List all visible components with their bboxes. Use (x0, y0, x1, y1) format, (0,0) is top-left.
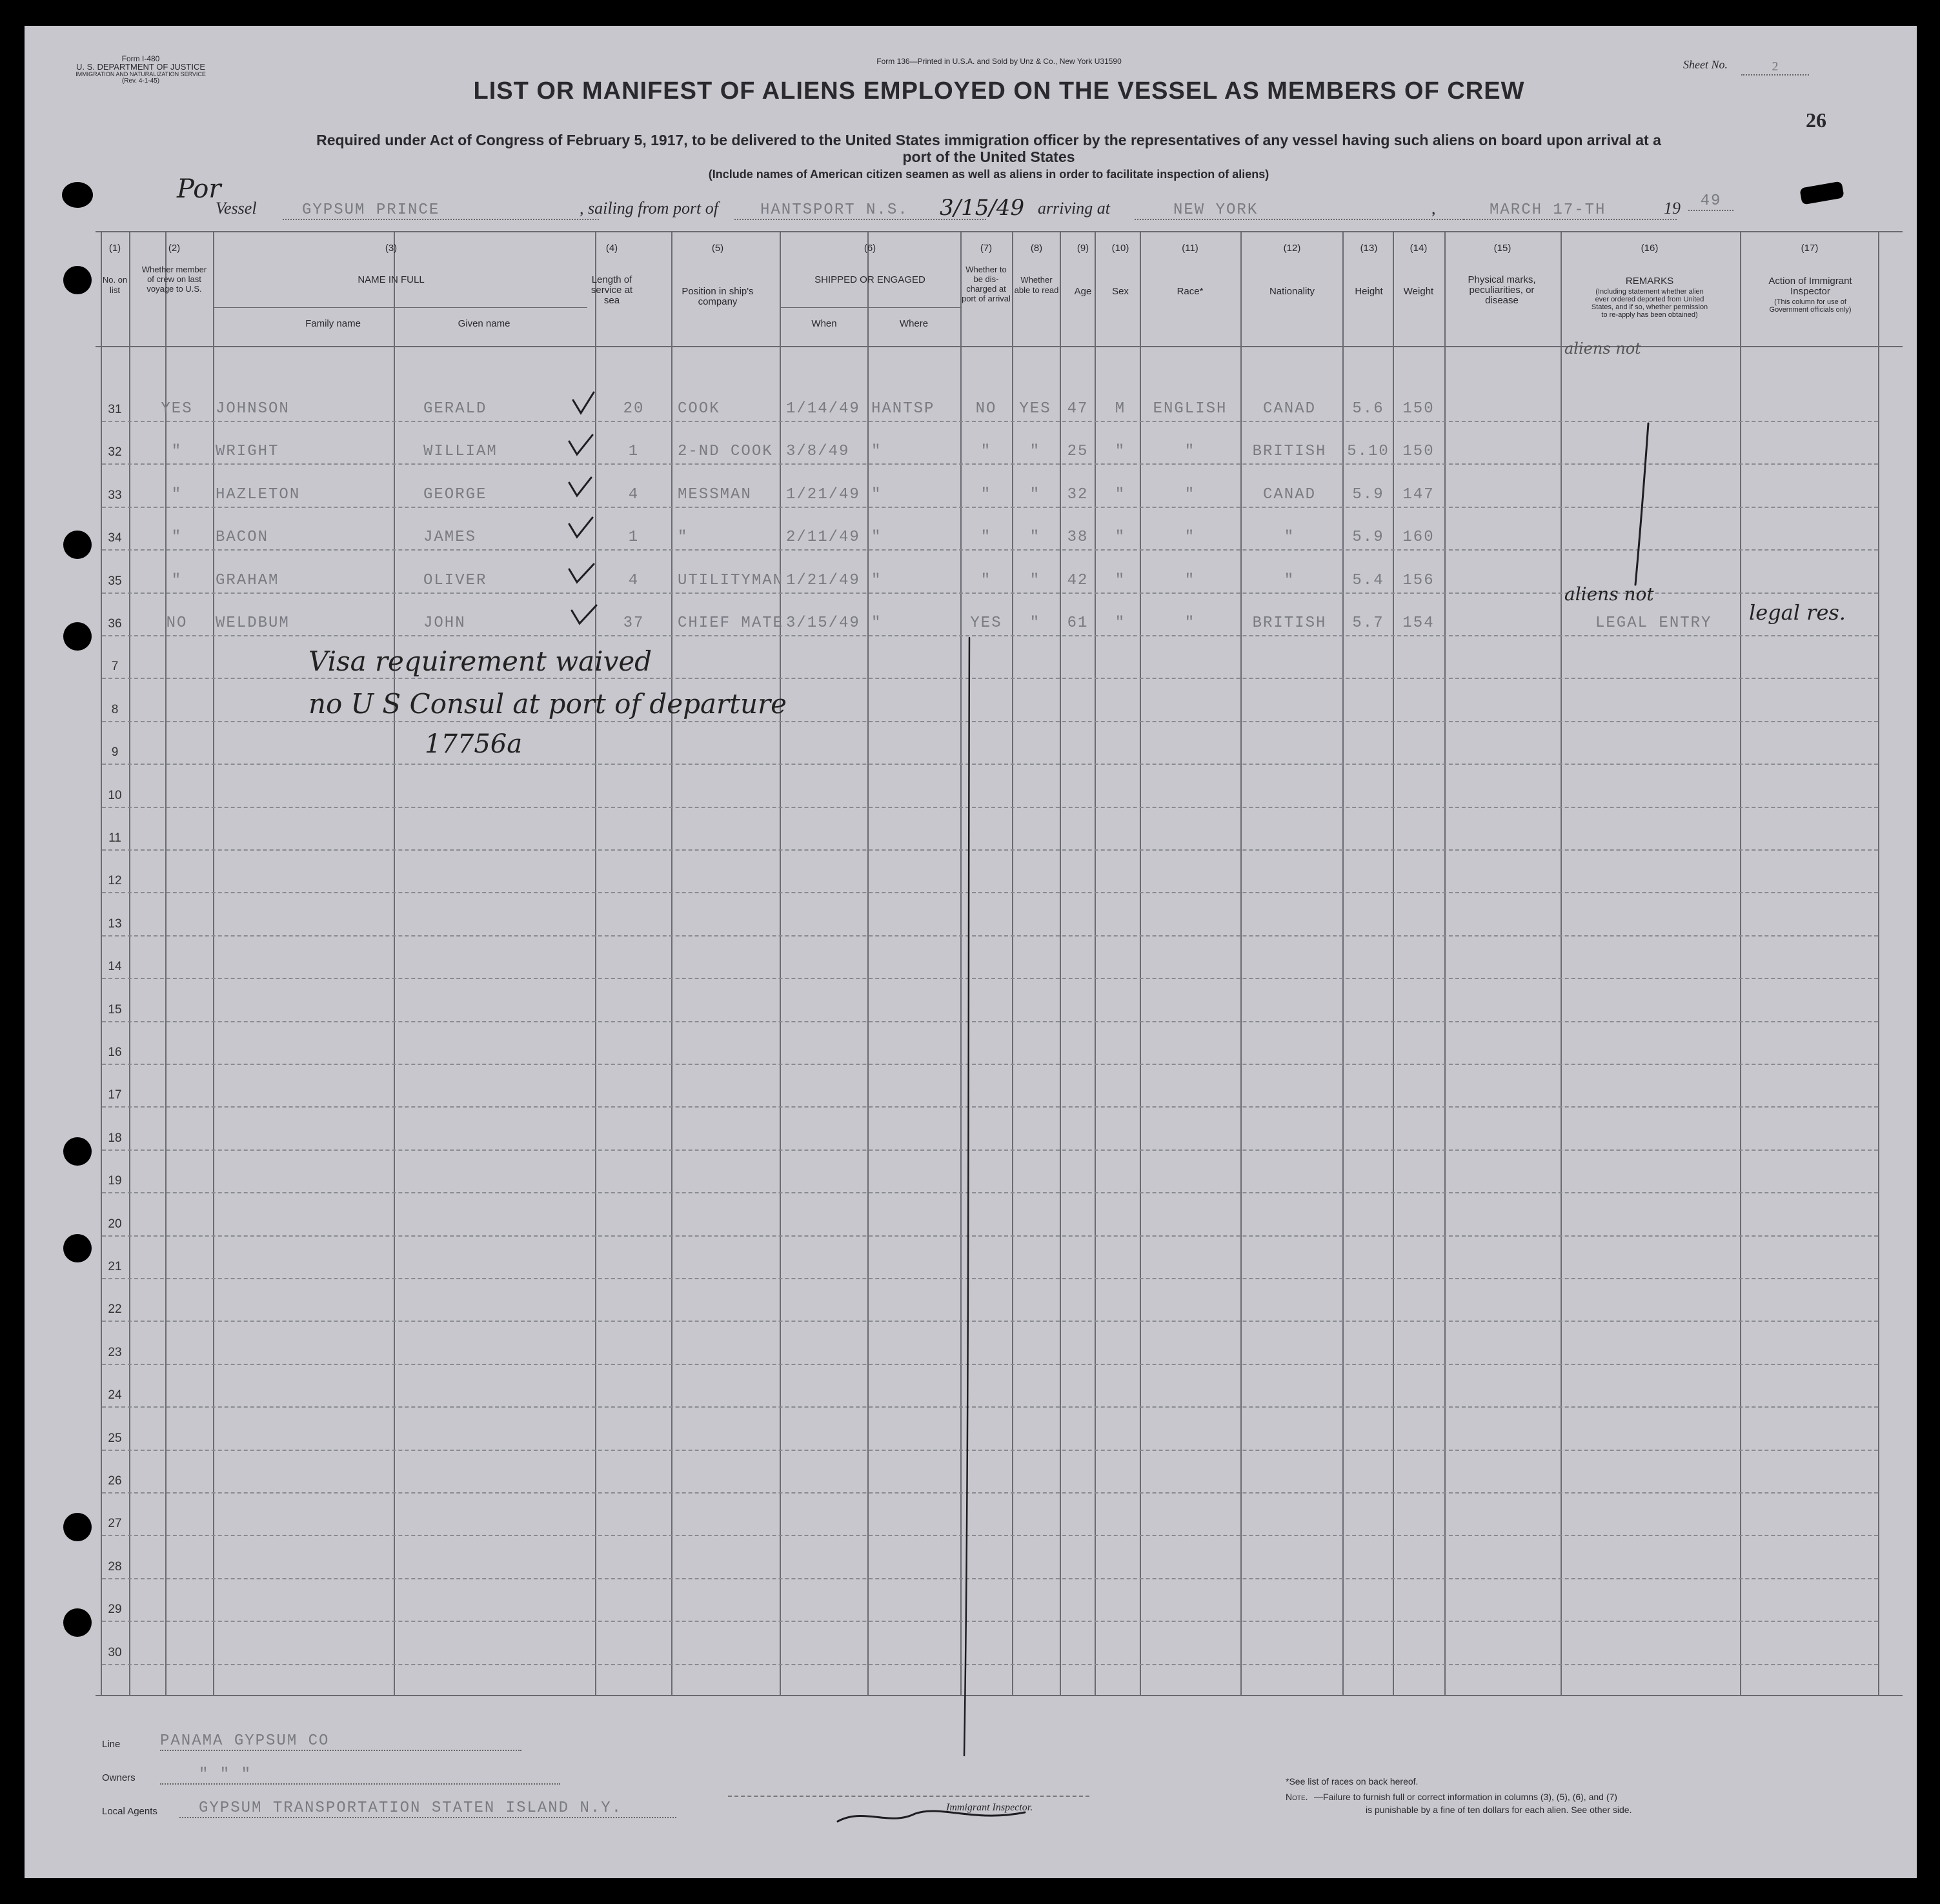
cell-weight: 154 (1402, 614, 1435, 632)
owners-label: Owners (102, 1772, 136, 1783)
row-number: 8 (111, 702, 119, 716)
cell-discharge: NO (975, 400, 997, 418)
cell-weight: 160 (1402, 529, 1435, 547)
row-number: 17 (108, 1088, 122, 1102)
cell-nationality: " (1284, 529, 1295, 547)
col-num-9: (9) (1076, 243, 1089, 254)
col-num-17: (17) (1801, 243, 1819, 254)
col-num-6: (6) (864, 243, 876, 254)
cell-discharge: " (980, 443, 992, 461)
cell-position: 2-ND COOK (678, 443, 773, 461)
handwritten-remark-row36: aliens not (1564, 583, 1654, 605)
sailing-port: HANTSPORT N.S. (734, 201, 986, 220)
row-number: 24 (108, 1388, 122, 1403)
remark-vertical-stroke (1635, 423, 1648, 585)
cell-discharge: YES (970, 614, 1002, 632)
cell-given: GERALD (423, 400, 487, 418)
col-head-no: No. on list (102, 275, 128, 295)
col-head-sex: Sex (1112, 286, 1129, 297)
cell-height: 5.7 (1352, 614, 1384, 632)
subtitle: Required under Act of Congress of February 5, 1917, to be delivered to the United States immigration officer by the representatives of any vessel having such aliens on board upon arrival at a (316, 132, 1661, 148)
sheet-label: Sheet No. (1683, 58, 1728, 71)
cell-position: CHIEF MATE (678, 614, 784, 632)
punch-hole (63, 266, 92, 294)
punch-hole (62, 182, 93, 208)
cell-sex: " (1115, 443, 1126, 461)
cell-discharge: " (980, 485, 992, 503)
row-number: 11 (108, 831, 121, 845)
cell-no: 34 (108, 531, 122, 545)
col-head-service: Length of service at sea (591, 274, 633, 306)
row-number: 22 (108, 1302, 122, 1317)
cell-when: 3/8/49 (786, 443, 850, 461)
row-number: 20 (108, 1217, 122, 1231)
cell-where: " (871, 485, 882, 503)
row-number: 13 (108, 917, 122, 931)
cell-race: " (1184, 443, 1196, 461)
col-head-where: Where (899, 318, 929, 329)
col-head-given: Given name (458, 318, 510, 329)
col-head-physical: Physical marks, peculiarities, or disease (1468, 274, 1536, 306)
cell-sex: " (1115, 485, 1126, 503)
check-mark-36 (572, 605, 596, 623)
cell-service: 1 (628, 443, 640, 461)
cell-age: 25 (1067, 443, 1089, 461)
cell-height: 5.6 (1352, 400, 1384, 418)
row-number: 27 (108, 1517, 122, 1531)
handwritten-file-number: 17756a (425, 729, 523, 759)
col-head-position: Position in ship's company (682, 286, 754, 307)
handwritten-note-visa: Visa requirement waived (308, 645, 652, 677)
cell-given: JOHN (423, 614, 466, 632)
col-num-16: (16) (1641, 243, 1659, 254)
cell-given: GEORGE (423, 485, 487, 503)
check-mark-32 (569, 435, 592, 454)
cell-service: 1 (628, 529, 640, 547)
punch-hole (63, 531, 92, 559)
cell-no: 35 (108, 574, 122, 588)
note-text: —Failure to furnish full or correct information in columns (3), (5), (6), and (7) (1314, 1792, 1617, 1802)
punch-hole (63, 1234, 92, 1262)
cell-crew: YES (161, 400, 193, 418)
col-num-5: (5) (711, 243, 724, 254)
handwritten-strokes (25, 26, 1917, 1878)
cell-when: 3/15/49 (786, 614, 860, 632)
cell-where: " (871, 443, 882, 461)
cell-age: 38 (1067, 529, 1089, 547)
inspector-signature-line (728, 1796, 1089, 1797)
cell-height: 5.10 (1347, 443, 1389, 461)
cell-where: HANTSP (871, 400, 935, 418)
cell-family: WELDBUM (216, 614, 290, 632)
row-number: 21 (108, 1260, 122, 1273)
cell-height: 5.9 (1352, 529, 1384, 547)
cell-where: " (871, 529, 882, 547)
cell-height: 5.9 (1352, 485, 1384, 503)
punch-hole (63, 1137, 92, 1166)
cell-service: 37 (623, 614, 645, 632)
cell-weight: 150 (1402, 400, 1435, 418)
handwritten-note-consul: no U S Consul at port of departure (308, 688, 787, 720)
cell-where: " (871, 571, 882, 589)
cell-read: " (1029, 485, 1041, 503)
check-mark-31 (573, 392, 594, 413)
col-num-15: (15) (1493, 243, 1511, 254)
col-num-4: (4) (605, 243, 618, 254)
cell-no: 32 (108, 445, 122, 460)
col-head-shipped: SHIPPED OR ENGAGED (814, 274, 925, 285)
cell-age: 42 (1067, 571, 1089, 589)
cell-no: 36 (108, 617, 122, 631)
col-head-read: Whether able to read (1014, 275, 1059, 295)
cell-sex: M (1115, 400, 1126, 418)
cell-when: 1/14/49 (786, 400, 860, 418)
page-title: LIST OR MANIFEST OF ALIENS EMPLOYED ON THE VESSEL AS MEMBERS OF CREW (473, 77, 1525, 105)
cell-nationality: " (1284, 571, 1295, 589)
cell-race: ENGLISH (1153, 400, 1228, 418)
por-annotation: Por (177, 174, 221, 204)
check-mark-35 (569, 564, 594, 582)
cell-race: " (1184, 485, 1196, 503)
row-number: 15 (108, 1002, 122, 1017)
row-number: 9 (111, 745, 119, 760)
arrival-year: 49 (1688, 192, 1733, 211)
arriving-port: NEW YORK (1135, 201, 1464, 220)
form-id: Form I-480 (121, 54, 160, 63)
cell-discharge: " (980, 529, 992, 547)
col-head-age: Age (1074, 286, 1092, 297)
line-label: Line (102, 1739, 121, 1750)
cell-position: MESSMAN (678, 485, 752, 503)
agents-value: GYPSUM TRANSPORTATION STATEN ISLAND N.Y. (179, 1799, 676, 1818)
sailing-label: , sailing from port of (580, 199, 719, 218)
manifest-sheet (25, 26, 1917, 1878)
sheet-number: 2 (1741, 59, 1809, 76)
cell-crew: NO (166, 614, 188, 632)
punch-hole (63, 622, 92, 651)
sailing-date: 3/15/49 (940, 195, 1025, 221)
cell-weight: 147 (1402, 485, 1435, 503)
subtitle-3: (Include names of American citizen seamen as well as aliens in order to facilitate inspection of aliens) (708, 168, 1269, 181)
col-num-13: (13) (1360, 243, 1378, 254)
col-num-1: (1) (108, 243, 121, 254)
col-head-family: Family name (305, 318, 361, 329)
col-num-14: (14) (1410, 243, 1428, 254)
note-text-2: is punishable by a fine of ten dollars for each alien. See other side. (1366, 1805, 1632, 1815)
cell-nationality: CANAD (1262, 400, 1317, 418)
row-number: 14 (108, 960, 122, 974)
comma: , (1431, 199, 1436, 218)
cell-nationality: BRITISH (1252, 614, 1327, 632)
row-number: 23 (108, 1345, 122, 1359)
year-prefix: 19 (1664, 199, 1681, 218)
col-head-discharge: Whether to be dis-charged at port of arrival (962, 265, 1011, 303)
cell-age: 32 (1067, 485, 1089, 503)
row-number: 12 (108, 874, 122, 888)
races-note: *See list of races on back hereof. (1286, 1776, 1419, 1787)
col-num-12: (12) (1283, 243, 1301, 254)
cell-sex: " (1115, 571, 1126, 589)
cell-family: JOHNSON (216, 400, 290, 418)
row-number: 25 (108, 1431, 122, 1445)
cell-weight: 156 (1402, 571, 1435, 589)
col-head-race: Race* (1177, 286, 1204, 297)
row-number: 29 (108, 1603, 122, 1617)
col-head-when: When (811, 318, 837, 329)
service: IMMIGRATION AND NATURALIZATION SERVICE (76, 71, 206, 77)
handwritten-remark-top: aliens not (1564, 339, 1641, 358)
handwritten-action-row36: legal res. (1749, 600, 1846, 625)
col-head-remarks: REMARKS (1625, 276, 1674, 287)
cell-position: " (678, 529, 689, 547)
cell-crew: " (171, 529, 183, 547)
check-mark-34 (569, 518, 592, 537)
punch-hole (63, 1513, 92, 1541)
cell-remarks: LEGAL ENTRY (1595, 614, 1712, 632)
cell-given: OLIVER (423, 571, 487, 589)
note-label: Note. (1286, 1792, 1308, 1802)
cell-read: " (1029, 443, 1041, 461)
agents-label: Local Agents (102, 1806, 157, 1817)
line-value: PANAMA GYPSUM CO (160, 1732, 521, 1751)
cell-where: " (871, 614, 882, 632)
cell-read: " (1029, 571, 1041, 589)
cell-no: 33 (108, 488, 122, 502)
row-number: 30 (108, 1645, 122, 1659)
cell-service: 4 (628, 485, 640, 503)
cell-when: 1/21/49 (786, 571, 860, 589)
cell-read: " (1029, 614, 1041, 632)
cell-given: JAMES (423, 529, 477, 547)
row-number: 16 (108, 1046, 122, 1059)
col-num-7: (7) (980, 243, 993, 254)
cell-read: " (1029, 529, 1041, 547)
cell-crew: " (171, 571, 183, 589)
printer-line: Form 136—Printed in U.S.A. and Sold by Unz & Co., New York U31590 (876, 57, 1122, 66)
col-head-weight: Weight (1403, 286, 1434, 297)
col-head-action-note: (This column for use of Government officials only) (1769, 298, 1852, 314)
cell-no: 31 (108, 403, 122, 416)
col-head-name: NAME IN FULL (358, 274, 425, 285)
col-head-nationality: Nationality (1269, 286, 1315, 297)
cell-family: WRIGHT (216, 443, 279, 461)
row-number: 28 (108, 1559, 122, 1574)
row-number: 10 (108, 788, 122, 802)
cell-family: HAZLETON (216, 485, 301, 503)
cell-weight: 150 (1402, 443, 1435, 461)
subtitle-2: port of the United States (902, 148, 1075, 165)
vessel-name: GYPSUM PRINCE (283, 201, 599, 220)
cell-nationality: CANAD (1262, 485, 1317, 503)
cell-family: BACON (216, 529, 269, 547)
col-head-height: Height (1355, 286, 1383, 297)
col-num-8: (8) (1030, 243, 1043, 254)
cell-nationality: BRITISH (1252, 443, 1327, 461)
owners-value: " " " (160, 1766, 560, 1785)
cell-discharge: " (980, 571, 992, 589)
cell-age: 47 (1067, 400, 1089, 418)
cell-race: " (1184, 529, 1196, 547)
inspector-label: Immigrant Inspector. (946, 1802, 1033, 1813)
agency: U. S. DEPARTMENT OF JUSTICE (76, 62, 206, 72)
arrival-date: MARCH 17-TH (1464, 201, 1677, 220)
row-number: 18 (108, 1131, 122, 1145)
row-number: 7 (111, 660, 119, 674)
col-num-10: (10) (1111, 243, 1129, 254)
vessel-label: Vessel (216, 199, 257, 218)
cell-crew: " (171, 443, 183, 461)
revision: (Rev. 4-1-45) (121, 77, 160, 85)
long-vertical-stroke (964, 638, 969, 1756)
page-number: 26 (1806, 108, 1826, 132)
cell-sex: " (1115, 614, 1126, 632)
cell-position: COOK (678, 400, 720, 418)
cell-when: 2/11/49 (786, 529, 860, 547)
cell-age: 61 (1067, 614, 1089, 632)
row-number: 26 (108, 1474, 122, 1488)
cell-sex: " (1115, 529, 1126, 547)
cell-service: 4 (628, 571, 640, 589)
col-num-11: (11) (1182, 243, 1198, 254)
row-number: 19 (108, 1174, 122, 1188)
cell-height: 5.4 (1352, 571, 1384, 589)
col-head-remarks-note: (Including statement whether alien ever ordered deported from United States, and if so, whether permission to re-apply has been obtained) (1591, 288, 1708, 319)
cell-read: YES (1019, 400, 1051, 418)
cell-race: " (1184, 571, 1196, 589)
cell-position: UTILITYMAN (678, 571, 784, 589)
arriving-label: arriving at (1038, 199, 1110, 218)
col-head-action: Action of Immigrant Inspector (1768, 276, 1852, 297)
cell-service: 20 (623, 400, 645, 418)
col-num-2: (2) (168, 243, 181, 254)
cell-given: WILLIAM (423, 443, 498, 461)
cell-when: 1/21/49 (786, 485, 860, 503)
col-head-crew: Whether member of crew on last voyage to U.S. (141, 265, 207, 294)
check-mark-33 (569, 478, 591, 496)
col-num-3: (3) (385, 243, 398, 254)
punch-hole (63, 1608, 92, 1637)
cell-race: " (1184, 614, 1196, 632)
cell-family: GRAHAM (216, 571, 279, 589)
cell-crew: " (171, 485, 183, 503)
